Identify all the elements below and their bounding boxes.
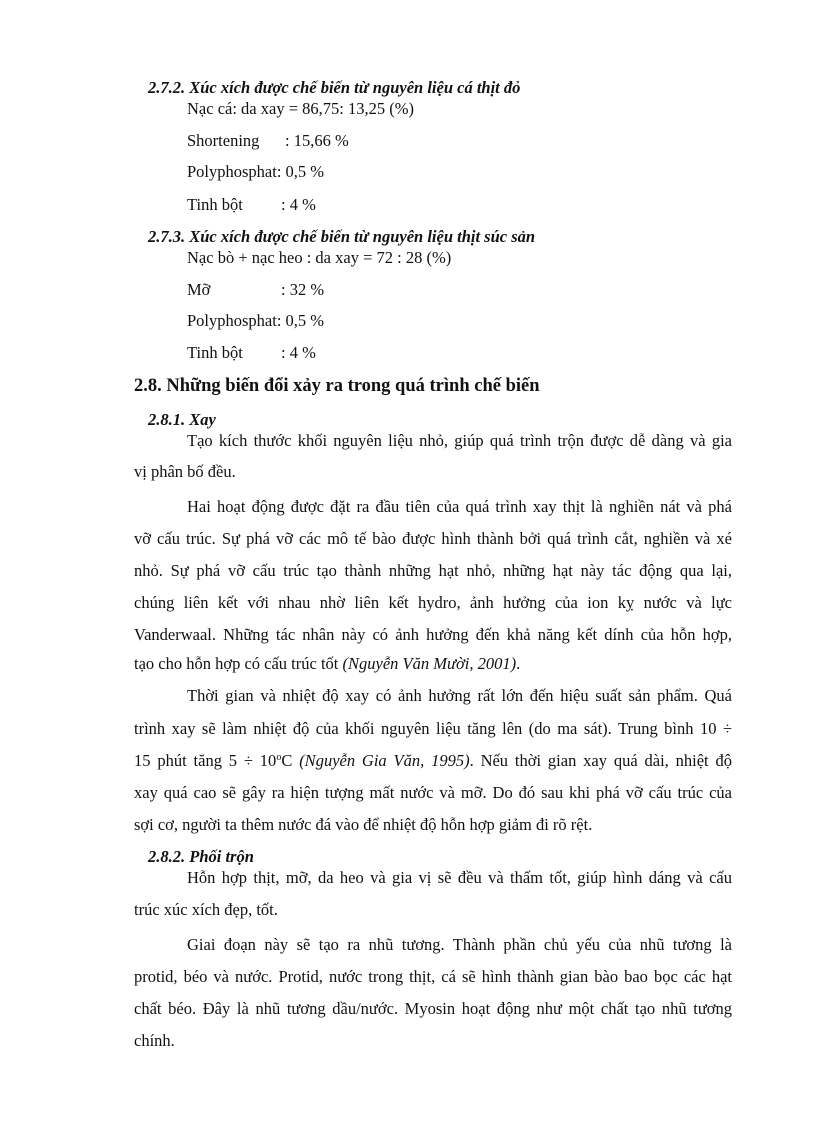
heading-2-8-1: 2.8.1. Xay xyxy=(148,410,216,429)
paragraph-line: Hỗn hợp thịt, mỡ, da heo và gia vị sẽ đều và thấm tốt, giúp hình dáng và cấu xyxy=(187,868,732,887)
ingredient-tinh-bot: Tinh bột : 4 % xyxy=(187,195,316,214)
ratio-2-7-2: Nạc cá: da xay = 86,75: 13,25 (%) xyxy=(187,99,414,118)
section-heading-2-8: 2.8. Những biến đổi xảy ra trong quá trình chế biến xyxy=(134,376,540,396)
paragraph-line: xay quá cao sẽ gây ra hiện tượng mất nước và mỡ. Do đó sau khi phá vỡ cấu trúc của xyxy=(134,783,732,802)
paragraph-line: chính. xyxy=(134,1031,175,1050)
paragraph-line: Giai đoạn này sẽ tạo ra nhũ tương. Thành phần chủ yếu của nhũ tương là xyxy=(187,935,732,954)
ingredient-shortening: Shortening : 15,66 % xyxy=(187,131,349,150)
paragraph-line: 15 phút tăng $5 \div 10^oC$ (Nguyễn Gia Văn, 1995). Nếu thời gian xay quá dài, nhiệt độ xyxy=(134,751,732,770)
paragraph-line: vỡ cấu trúc. Sự phá vỡ các mô tế bào được hình thành bởi quá trình cắt, nghiền và xé xyxy=(134,529,732,548)
ingredient-polyphosphat: Polyphosphat: 0,5 % xyxy=(187,311,325,330)
paragraph-line: nhỏ. Sự phá vỡ cấu trúc tạo thành những hạt nhỏ, những hạt này tác động qua lại, xyxy=(134,561,732,580)
ingredient-mo: Mỡ : 32 % xyxy=(187,280,325,299)
heading-2-7-3: 2.7.3. Xúc xích được chế biến từ nguyên liệu thịt súc sản xyxy=(148,227,536,246)
paragraph-line: Thời gian và nhiệt độ xay có ảnh hưởng rất lớn đến hiệu suất sản phẩm. Quá xyxy=(187,686,732,705)
citation: (Nguyễn Văn Mười, 2001) xyxy=(342,654,517,673)
citation: (Nguyễn Gia Văn, 1995) xyxy=(299,751,470,770)
paragraph-line: trình xay sẽ làm nhiệt độ của khối nguyên liệu tăng lên (do ma sát). Trung bình 10 ÷ xyxy=(134,719,732,738)
paragraph-line: Hai hoạt động được đặt ra đầu tiên của quá trình xay thịt là nghiền nát và phá xyxy=(187,497,732,516)
paragraph-line: Tạo kích thước khối nguyên liệu nhỏ, giúp quá trình trộn được dễ dàng và gia xyxy=(187,431,732,450)
paragraph-line: chúng liên kết với nhau nhờ liên kết hydro, ảnh hưởng của ion kỵ nước và lực xyxy=(134,593,732,612)
paragraph-line: sợi cơ, người ta thêm nước đá vào để nhiệt độ hỗn hợp giảm đi rõ rệt. xyxy=(134,815,593,834)
paragraph-line: protid, béo và nước. Protid, nước trong thịt, cá sẽ hình thành gian bào bao bọc các hạt xyxy=(134,967,732,986)
heading-2-7-2: 2.7.2. Xúc xích được chế biến từ nguyên liệu cá thịt đỏ xyxy=(148,78,521,97)
ingredient-polyphosphat: Polyphosphat: 0,5 % xyxy=(187,162,325,181)
ratio-2-7-3: Nạc bò + nạc heo : da xay = 72 : 28 (%) xyxy=(187,248,452,267)
paragraph-line: tạo cho hỗn hợp có cấu trúc tốt (Nguyễn Văn Mười, 2001). xyxy=(134,654,521,673)
heading-2-8-2: 2.8.2. Phối trộn xyxy=(148,847,254,866)
paragraph-line: chất béo. Đây là nhũ tương dầu/nước. Myosin hoạt động như một chất tạo nhũ tương xyxy=(134,999,732,1018)
paragraph-line: vị phân bố đều. xyxy=(134,462,236,481)
paragraph-line: trúc xúc xích đẹp, tốt. xyxy=(134,900,278,919)
ingredient-tinh-bot: Tinh bột : 4 % xyxy=(187,343,316,362)
paragraph-line: Vanderwaal. Những tác nhân này có ảnh hưởng đến khả năng kết dính của hỗn hợp, xyxy=(134,625,732,644)
